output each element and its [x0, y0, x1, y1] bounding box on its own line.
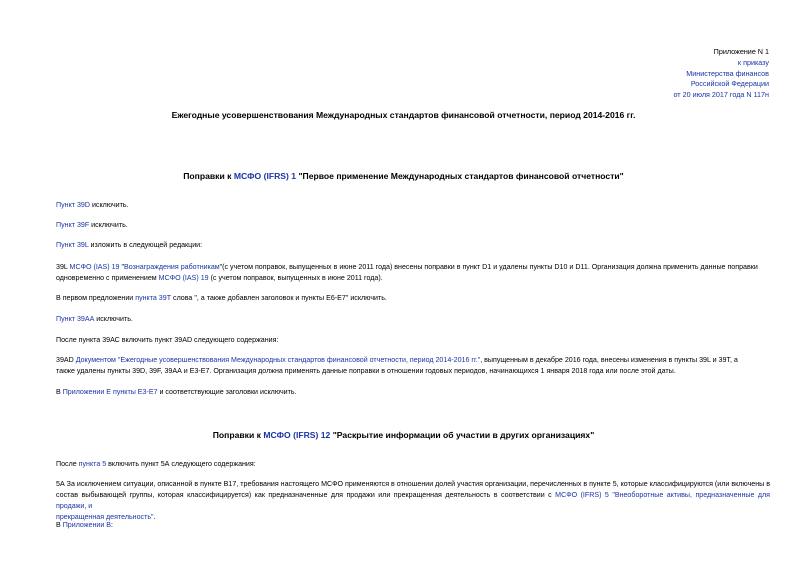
- para-link[interactable]: пункта 5: [78, 460, 107, 468]
- appendix-ministry-link[interactable]: Министерства финансов: [686, 68, 769, 78]
- para-text: ": [119, 263, 124, 271]
- para-text: исключить.: [94, 315, 133, 323]
- section1-title-link[interactable]: МСФО (IFRS) 1: [233, 171, 297, 181]
- para-text: .: [153, 513, 156, 521]
- para-text: также удалены пункты 39D, 39F, 39АА и Е3-Е7. Организация должна применять данные поправки в отношении годовых периодов, начинающихся 1 января 2018 года или после этой даты.: [56, 367, 676, 375]
- paragraph: [56, 459, 770, 470]
- para-text: изложить в следующей редакции:: [88, 241, 203, 249]
- paragraph: [56, 520, 770, 531]
- para-text: 39L: [56, 263, 70, 271]
- appendix-number: Приложение N 1: [713, 47, 769, 56]
- employee-benefits-link[interactable]: Вознаграждения работникам: [123, 263, 220, 271]
- para-text: исключить.: [89, 221, 128, 229]
- para-text: и соответствующие заголовки исключить.: [157, 388, 297, 396]
- ifrs5-link[interactable]: МСФО (IFRS) 5: [555, 491, 609, 499]
- para-text: После пункта 39АС включить пункт 39AD следующего содержания:: [56, 336, 279, 344]
- ias19-link[interactable]: МСФО (IAS) 19: [158, 274, 209, 282]
- appendix-e-link[interactable]: Приложении Е пункты Е3-Е7: [62, 388, 158, 396]
- para-text: (с учетом поправок, выпущенных в июне 2011 года).: [208, 274, 383, 282]
- para-text: исключить.: [89, 201, 129, 209]
- paragraph: [56, 240, 770, 251]
- para-text: :: [111, 521, 114, 529]
- para-text: 39AD: [56, 356, 76, 364]
- section1-title-suffix: "Первое применение Международных стандартов финансовой отчетности": [296, 171, 624, 181]
- annual-improvements-link[interactable]: Документом "Ежегодные усовершенствования Международных стандартов финансовой отчетности, период 2014-2016 гг.": [75, 356, 481, 364]
- para-text: 5А За исключением ситуации, описанной в пункте В17, требования настоящего МСФО применяются в отношении долей участия организации, перечисленных в пункте 5, которые классифицируются (или включены в: [56, 480, 770, 488]
- section2-title: [0, 430, 807, 440]
- paragraph: [56, 220, 770, 231]
- section1-title-prefix: Поправки к: [183, 171, 234, 181]
- noncurrent-assets-link[interactable]: "Внеоборотные активы, предназначенные для продажи, и: [56, 491, 770, 510]
- paragraph: [56, 293, 770, 304]
- para-text: , выпущенным в декабре 2016 года, внесены изменения в пункты 39L и 39Т, а: [480, 356, 738, 364]
- para-link[interactable]: Пункт 39АА: [56, 315, 95, 323]
- para-link[interactable]: Пункт 39F: [56, 221, 90, 229]
- appendix-date-link[interactable]: от 20 июля 2017 года N 117н: [673, 90, 769, 100]
- para-text: состав выбывающей группы, которая классифицируется) как предназначенные для продажи или прекращенная деятельность в соответствии с: [56, 491, 556, 499]
- appendix-b-link[interactable]: Приложении В: [62, 521, 112, 529]
- section1-title: [0, 171, 807, 181]
- para-text: одновременно с применением: [56, 274, 159, 282]
- para-text: включить пункт 5А следующего содержания:: [106, 460, 256, 468]
- paragraph: [56, 335, 770, 346]
- para-text: В: [56, 521, 63, 529]
- para-link[interactable]: Пункт 39D: [56, 201, 90, 209]
- section2-title-link[interactable]: МСФО (IFRS) 12: [263, 430, 331, 440]
- para-text: слова ", а также добавлен заголовок и пункты Е6-Е7" исключить.: [171, 294, 387, 302]
- appendix-country-link[interactable]: Российской Федерации: [690, 79, 769, 89]
- appendix-header: [673, 47, 769, 101]
- para-text: В первом предложении: [56, 294, 136, 302]
- paragraph: [56, 200, 770, 211]
- paragraph-39l: [56, 262, 770, 295]
- section2-title-prefix: Поправки к: [212, 430, 264, 440]
- paragraph: [56, 387, 770, 398]
- para-text: "(с учетом поправок, выпущенных в июне 2011 года) внесены поправки в пункт D1 и удалены пункты D10 и D11. Организация должна применить данные поправки: [219, 263, 758, 271]
- para-text: После: [56, 460, 79, 468]
- para-last-line: [56, 273, 770, 284]
- discontinued-operations-link[interactable]: прекращенная деятельность": [56, 513, 154, 521]
- para-link[interactable]: пункта 39Т: [135, 294, 172, 302]
- ias19-link[interactable]: МСФО (IAS) 19: [69, 263, 120, 271]
- paragraph-39ad: [56, 355, 770, 388]
- section2-title-suffix: "Раскрытие информации об участии в других организациях": [330, 430, 595, 440]
- para-link[interactable]: Пункт 39L: [56, 241, 89, 249]
- appendix-order-link[interactable]: к приказу: [737, 57, 769, 67]
- para-text: В: [56, 388, 63, 396]
- paragraph: [56, 314, 770, 325]
- document-title: Ежегодные усовершенствования Международных стандартов финансовой отчетности, период 2014-2016 гг.: [171, 110, 636, 120]
